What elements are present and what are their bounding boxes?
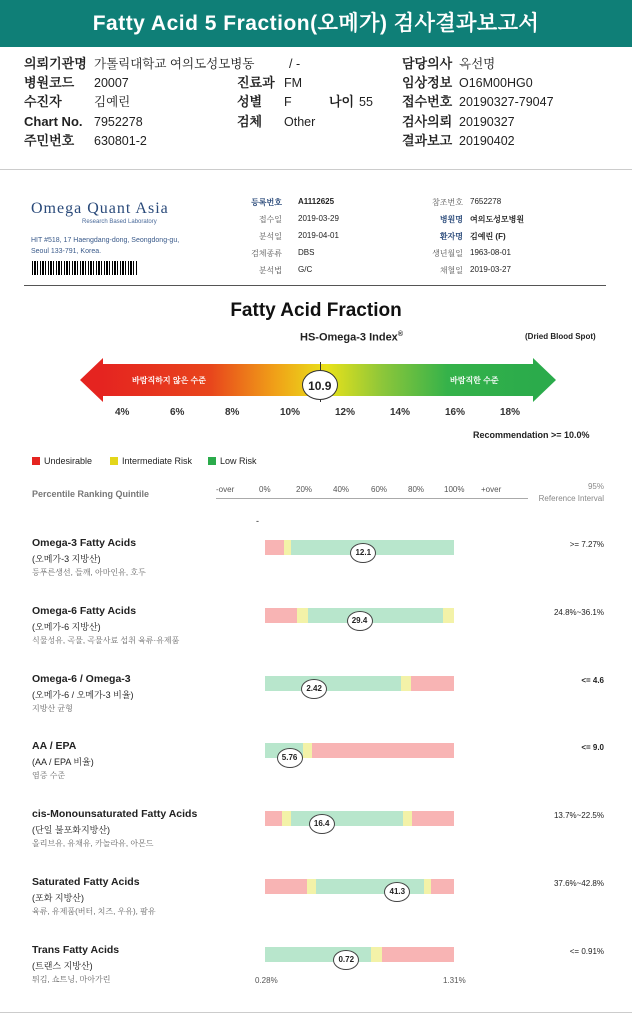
- info-row-age: [329, 93, 373, 111]
- info-row: [402, 113, 515, 131]
- scale-label: 10%: [280, 407, 301, 418]
- reference-interval: >= 7.27%: [569, 540, 604, 549]
- percentile-bar: [265, 811, 454, 826]
- info-label: 성별: [237, 94, 263, 109]
- info-label: 담당의사: [402, 56, 453, 71]
- lab-logo: Omega Quant Asia: [31, 200, 169, 217]
- bar-segment-yellow: [443, 608, 454, 623]
- lab-field-key: 채혈일: [439, 266, 463, 275]
- value-bubble: 12.1: [350, 543, 376, 563]
- fatty-acid-row: [0, 537, 632, 587]
- lab-field-value: 여의도성모병원: [470, 215, 525, 224]
- fatty-acid-row: [0, 808, 632, 858]
- info-row: [402, 74, 533, 92]
- fatty-acid-korean-name: (오메가-6 지방산): [32, 622, 101, 632]
- trans-scale-min: 0.28%: [255, 976, 278, 985]
- bar-segment-green: [265, 676, 401, 691]
- bar-segment-red: [265, 811, 282, 826]
- fatty-acid-row: [0, 605, 632, 655]
- fatty-acid-name: Omega-6 Fatty Acids: [32, 605, 137, 617]
- percentile-bar: [265, 947, 454, 962]
- arrow-left-icon: [80, 358, 103, 402]
- lab-field-value: 1963-08-01: [470, 248, 511, 257]
- percentile-bar: [265, 879, 454, 894]
- legend-item: [110, 456, 192, 466]
- fatty-acid-row: [0, 673, 632, 723]
- fatty-acid-row: [0, 944, 632, 994]
- info-row: [24, 113, 143, 131]
- info-label: 병원코드: [24, 75, 75, 90]
- info-value: 옥선명: [459, 57, 496, 71]
- info-value: F: [284, 95, 292, 109]
- bar-segment-red: [411, 676, 454, 691]
- fatty-acid-name: Saturated Fatty Acids: [32, 876, 140, 888]
- percentile-bar: [265, 540, 454, 555]
- bar-segment-green: [308, 608, 442, 623]
- lab-field-key: 검체종류: [251, 249, 282, 258]
- bar-segment-yellow: [284, 540, 292, 555]
- percentile-divider: [216, 498, 528, 499]
- bar-segment-red: [382, 947, 454, 962]
- lab-address: [31, 235, 231, 257]
- bar-segment-yellow: [403, 811, 412, 826]
- scale-label: 14%: [390, 407, 411, 418]
- lab-divider: [24, 285, 606, 286]
- lab-field-value: 2019-03-29: [298, 214, 339, 223]
- bottom-rule: [0, 1012, 632, 1013]
- index-value-marker: 10.9: [302, 370, 338, 400]
- fatty-acid-food-sources: 식물성유, 곡물, 곡물사료 섭취 육류·유제품: [32, 636, 180, 645]
- percentile-bar: [265, 676, 454, 691]
- value-bubble: 2.42: [301, 679, 327, 699]
- info-value: 가톨릭대학교 여의도성모병동: [94, 57, 255, 71]
- reference-interval: <= 4.6: [581, 676, 604, 685]
- reference-interval: 13.7%~22.5%: [553, 811, 604, 820]
- fatty-acid-name: Trans Fatty Acids: [32, 944, 120, 956]
- lab-field-value: DBS: [298, 248, 315, 257]
- reference-interval: 24.8%~36.1%: [553, 608, 604, 617]
- lab-field-value: A1112625: [298, 197, 335, 206]
- fatty-acid-korean-name: (포화 지방산): [32, 893, 84, 903]
- info-row: [402, 93, 554, 111]
- value-bubble: 41.3: [384, 882, 410, 902]
- bar-segment-yellow: [401, 676, 410, 691]
- info-label: 진료과: [237, 75, 275, 90]
- bar-segment-red: [265, 540, 284, 555]
- percentile-tick-label: 20%: [296, 485, 313, 494]
- dried-blood-spot-label: (Dried Blood Spot): [525, 332, 596, 341]
- percentile-tick-label: 0%: [259, 485, 271, 494]
- info-label: 접수번호: [402, 94, 453, 109]
- info-label: 나이: [329, 94, 355, 109]
- lab-field-key: 접수일: [258, 215, 282, 224]
- lab-field-value: 김예린 (F): [470, 232, 506, 241]
- fatty-acid-food-sources: 튀김, 쇼트닝, 마아가린: [32, 975, 111, 984]
- fatty-acid-fraction-title: Fatty Acid Fraction: [230, 300, 402, 321]
- section-divider: [0, 150, 632, 170]
- info-row: [237, 74, 302, 92]
- info-label: 의뢰기관명: [24, 56, 87, 71]
- lab-field-key: 등록번호: [251, 198, 282, 207]
- scale-label: 16%: [445, 407, 466, 418]
- fatty-acid-food-sources: 올리브유, 유채유, 카놀라유, 아몬드: [32, 839, 154, 848]
- arrow-right-icon: [533, 358, 556, 402]
- info-label: 임상정보: [402, 75, 453, 90]
- legend-swatch: [32, 457, 40, 465]
- info-row: [24, 93, 130, 111]
- info-label: 검체: [237, 114, 263, 129]
- bar-segment-yellow: [307, 879, 316, 894]
- hs-omega3-index-title: [300, 331, 403, 344]
- scale-label: 6%: [170, 407, 185, 418]
- info-row: [237, 113, 315, 131]
- info-label: 결과보고: [402, 133, 453, 148]
- info-row: [237, 93, 292, 111]
- fatty-acid-name: AA / EPA: [32, 740, 77, 752]
- lab-field-key: 병원명: [439, 215, 463, 224]
- info-value: 김예린: [94, 95, 131, 109]
- info-slash: / -: [289, 57, 301, 71]
- info-label: 주민번호: [24, 133, 75, 148]
- fatty-acid-row: [0, 876, 632, 926]
- info-value: 20190327: [459, 115, 515, 129]
- info-row: [24, 55, 254, 73]
- scale-label: 8%: [225, 407, 240, 418]
- legend-label: Low Risk: [220, 456, 257, 466]
- fatty-acid-food-sources: 육류, 유제품(버터, 치즈, 우유), 팜유: [32, 907, 156, 916]
- barcode: [32, 261, 138, 275]
- bar-segment-red: [412, 811, 454, 826]
- percentile-bar: [265, 608, 454, 623]
- trans-scale-max: 1.31%: [443, 976, 466, 985]
- value-bubble: 16.4: [309, 814, 335, 834]
- info-row: [24, 132, 147, 150]
- info-value: 20190402: [459, 134, 515, 148]
- lab-address-line-1: HIT #518, 17 Haengdang-dong, Seongdong-gu,: [31, 237, 180, 244]
- lab-field-value: 2019-04-01: [298, 231, 339, 240]
- info-value: 20190327-79047: [459, 95, 554, 109]
- legend-swatch: [208, 457, 216, 465]
- info-label: 검사의뢰: [402, 114, 453, 129]
- lab-field-key: 분석법: [258, 266, 282, 275]
- bar-segment-red: [265, 608, 297, 623]
- legend-label: Intermediate Risk: [122, 456, 193, 466]
- info-value: O16M00HG0: [459, 76, 533, 90]
- bar-segment-red: [265, 879, 307, 894]
- scale-label: 12%: [335, 407, 356, 418]
- bar-segment-yellow: [371, 947, 382, 962]
- bar-segment-red: [312, 743, 454, 758]
- info-value: Other: [284, 115, 316, 129]
- recommendation: Recommendation >= 10.0%: [473, 430, 590, 440]
- fatty-acid-food-sources: 등푸른생선, 들깨, 아마인유, 호두: [32, 568, 146, 577]
- percentile-header: Percentile Ranking Quintile: [32, 489, 150, 499]
- fatty-acid-korean-name: (트랜스 지방산): [32, 961, 93, 971]
- report-title-bar: Fatty Acid 5 Fraction(오메가) 검사결과보고서: [0, 0, 632, 47]
- info-value: 630801-2: [94, 134, 147, 148]
- lab-logo-subtitle: Research Based Laboratory: [82, 219, 157, 225]
- undesirable-level-label: 바람직하지 않은 수준: [132, 376, 206, 385]
- percentile-tick-label: +over: [481, 485, 502, 494]
- reference-interval: 37.6%~42.8%: [553, 879, 604, 888]
- legend-item: [32, 456, 92, 466]
- lab-field-key: 참조번호: [432, 198, 463, 207]
- dash-mark: -: [256, 516, 259, 526]
- bar-segment-yellow: [303, 743, 312, 758]
- lab-field-value: G/C: [298, 265, 313, 274]
- info-value: 7952278: [94, 115, 143, 129]
- value-bubble: 29.4: [347, 611, 373, 631]
- index-title-text: HS-Omega-3 Index: [300, 331, 398, 344]
- reference-header-label: Reference Interval: [538, 494, 604, 503]
- fatty-acid-name: Omega-6 / Omega-3: [32, 673, 131, 685]
- info-row: [24, 74, 129, 92]
- info-label: 수진자: [24, 94, 62, 109]
- legend-swatch: [110, 457, 118, 465]
- lab-address-line-2: Seoul 133-791, Korea.: [31, 248, 102, 255]
- percentile-tick-label: -over: [216, 485, 235, 494]
- percentile-bar: [265, 743, 454, 762]
- omega3-index-gauge: [80, 358, 556, 402]
- fatty-acid-korean-name: (단일 불포화지방산): [32, 825, 111, 835]
- info-value: 20007: [94, 76, 129, 90]
- reference-header-percent: 95%: [587, 482, 604, 491]
- fatty-acid-name: cis-Monounsaturated Fatty Acids: [32, 808, 198, 820]
- percentile-tick-label: 80%: [408, 485, 425, 494]
- info-value: 55: [359, 95, 373, 109]
- reference-interval: <= 9.0: [581, 743, 604, 752]
- registered-mark: ®: [397, 331, 403, 338]
- percentile-tick-label: 60%: [371, 485, 388, 494]
- value-bubble: 5.76: [277, 748, 303, 768]
- percentile-tick-label: 40%: [333, 485, 350, 494]
- legend-label: Undesirable: [44, 456, 93, 466]
- bar-segment-yellow: [282, 811, 291, 826]
- fatty-acid-name: Omega-3 Fatty Acids: [32, 537, 137, 549]
- fatty-acid-korean-name: (오메가-6 / 오메가-3 비율): [32, 690, 134, 700]
- fatty-acid-korean-name: (AA / EPA 비율): [32, 757, 94, 767]
- info-row: [402, 132, 515, 150]
- reference-interval: <= 0.91%: [569, 947, 604, 956]
- fatty-acid-food-sources: 염증 수준: [32, 771, 66, 780]
- percentile-tick-label: 100%: [444, 485, 465, 494]
- info-label: Chart No.: [24, 114, 83, 129]
- info-row: [402, 55, 495, 73]
- lab-field-key: 분석일: [258, 232, 282, 241]
- lab-field-key: 환자명: [439, 232, 463, 241]
- bar-segment-yellow: [297, 608, 308, 623]
- bar-segment-red: [431, 879, 454, 894]
- fatty-acid-row: [0, 740, 632, 790]
- fatty-acid-food-sources: 지방산 균형: [32, 704, 73, 713]
- lab-field-key: 생년월일: [432, 249, 463, 258]
- lab-field-value: 7652278: [470, 197, 502, 206]
- scale-label: 18%: [500, 407, 521, 418]
- value-bubble: 0.72: [333, 950, 359, 970]
- fatty-acid-korean-name: (오메가-3 지방산): [32, 554, 101, 564]
- bar-segment-yellow: [424, 879, 432, 894]
- desirable-level-label: 바람직한 수준: [450, 376, 499, 385]
- scale-label: 4%: [115, 407, 130, 418]
- legend-item: [208, 456, 257, 466]
- lab-field-value: 2019-03-27: [470, 265, 511, 274]
- info-value: FM: [284, 76, 303, 90]
